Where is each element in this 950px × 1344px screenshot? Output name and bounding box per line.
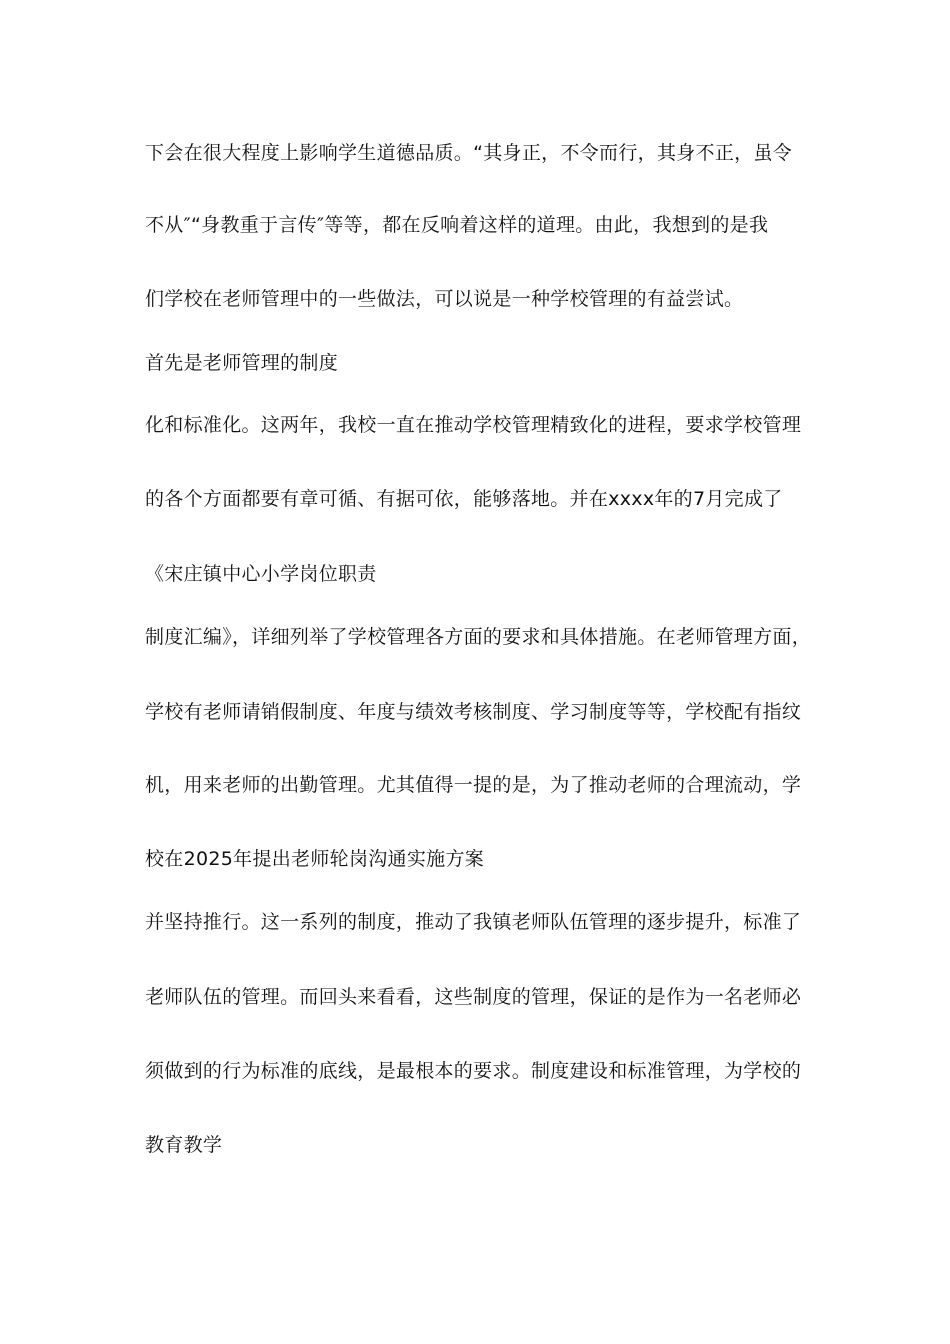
paragraph-line: 老师队伍的管理。而回头来看看，这些制度的管理，保证的是作为一名老师必 xyxy=(145,986,802,1008)
paragraph-line: 首先是老师管理的制度 xyxy=(145,352,339,374)
paragraph-line: 学校有老师请销假制度、年度与绩效考核制度、学习制度等等，学校配有指纹 xyxy=(145,701,802,723)
paragraph-line: 们学校在老师管理中的一些做法，可以说是一种学校管理的有益尝试。 xyxy=(145,288,744,310)
paragraph-line: 制度汇编》，详细列举了学校管理各方面的要求和具体措施。在老师管理方面， xyxy=(145,626,812,648)
paragraph-line: 的各个方面都要有章可循、有据可依，能够落地。并在xxxx年的7月完成了 xyxy=(145,488,783,510)
paragraph-line: 《宋庄镇中心小学岗位职责 xyxy=(145,563,377,585)
paragraph-line: 不从″“身教重于言传″等等，都在反响着这样的道理。由此，我想到的是我 xyxy=(145,214,769,236)
paragraph-line: 机，用来老师的出勤管理。尤其值得一提的是，为了推动老师的合理流动，学 xyxy=(145,774,802,796)
paragraph-line: 并坚持推行。这一系列的制度，推动了我镇老师队伍管理的逐步提升，标准了 xyxy=(145,911,802,933)
paragraph-line: 化和标准化。这两年，我校一直在推动学校管理精致化的进程，要求学校管理 xyxy=(145,414,802,436)
paragraph-line: 下会在很大程度上影响学生道德品质。“其身正，不令而行，其身不正，虽令 xyxy=(145,142,793,164)
paragraph-line: 教育教学 xyxy=(145,1134,223,1156)
paragraph-line: 校在2025年提出老师轮岗沟通实施方案 xyxy=(145,848,485,870)
paragraph-line: 须做到的行为标准的底线，是最根本的要求。制度建设和标准管理，为学校的 xyxy=(145,1060,802,1082)
